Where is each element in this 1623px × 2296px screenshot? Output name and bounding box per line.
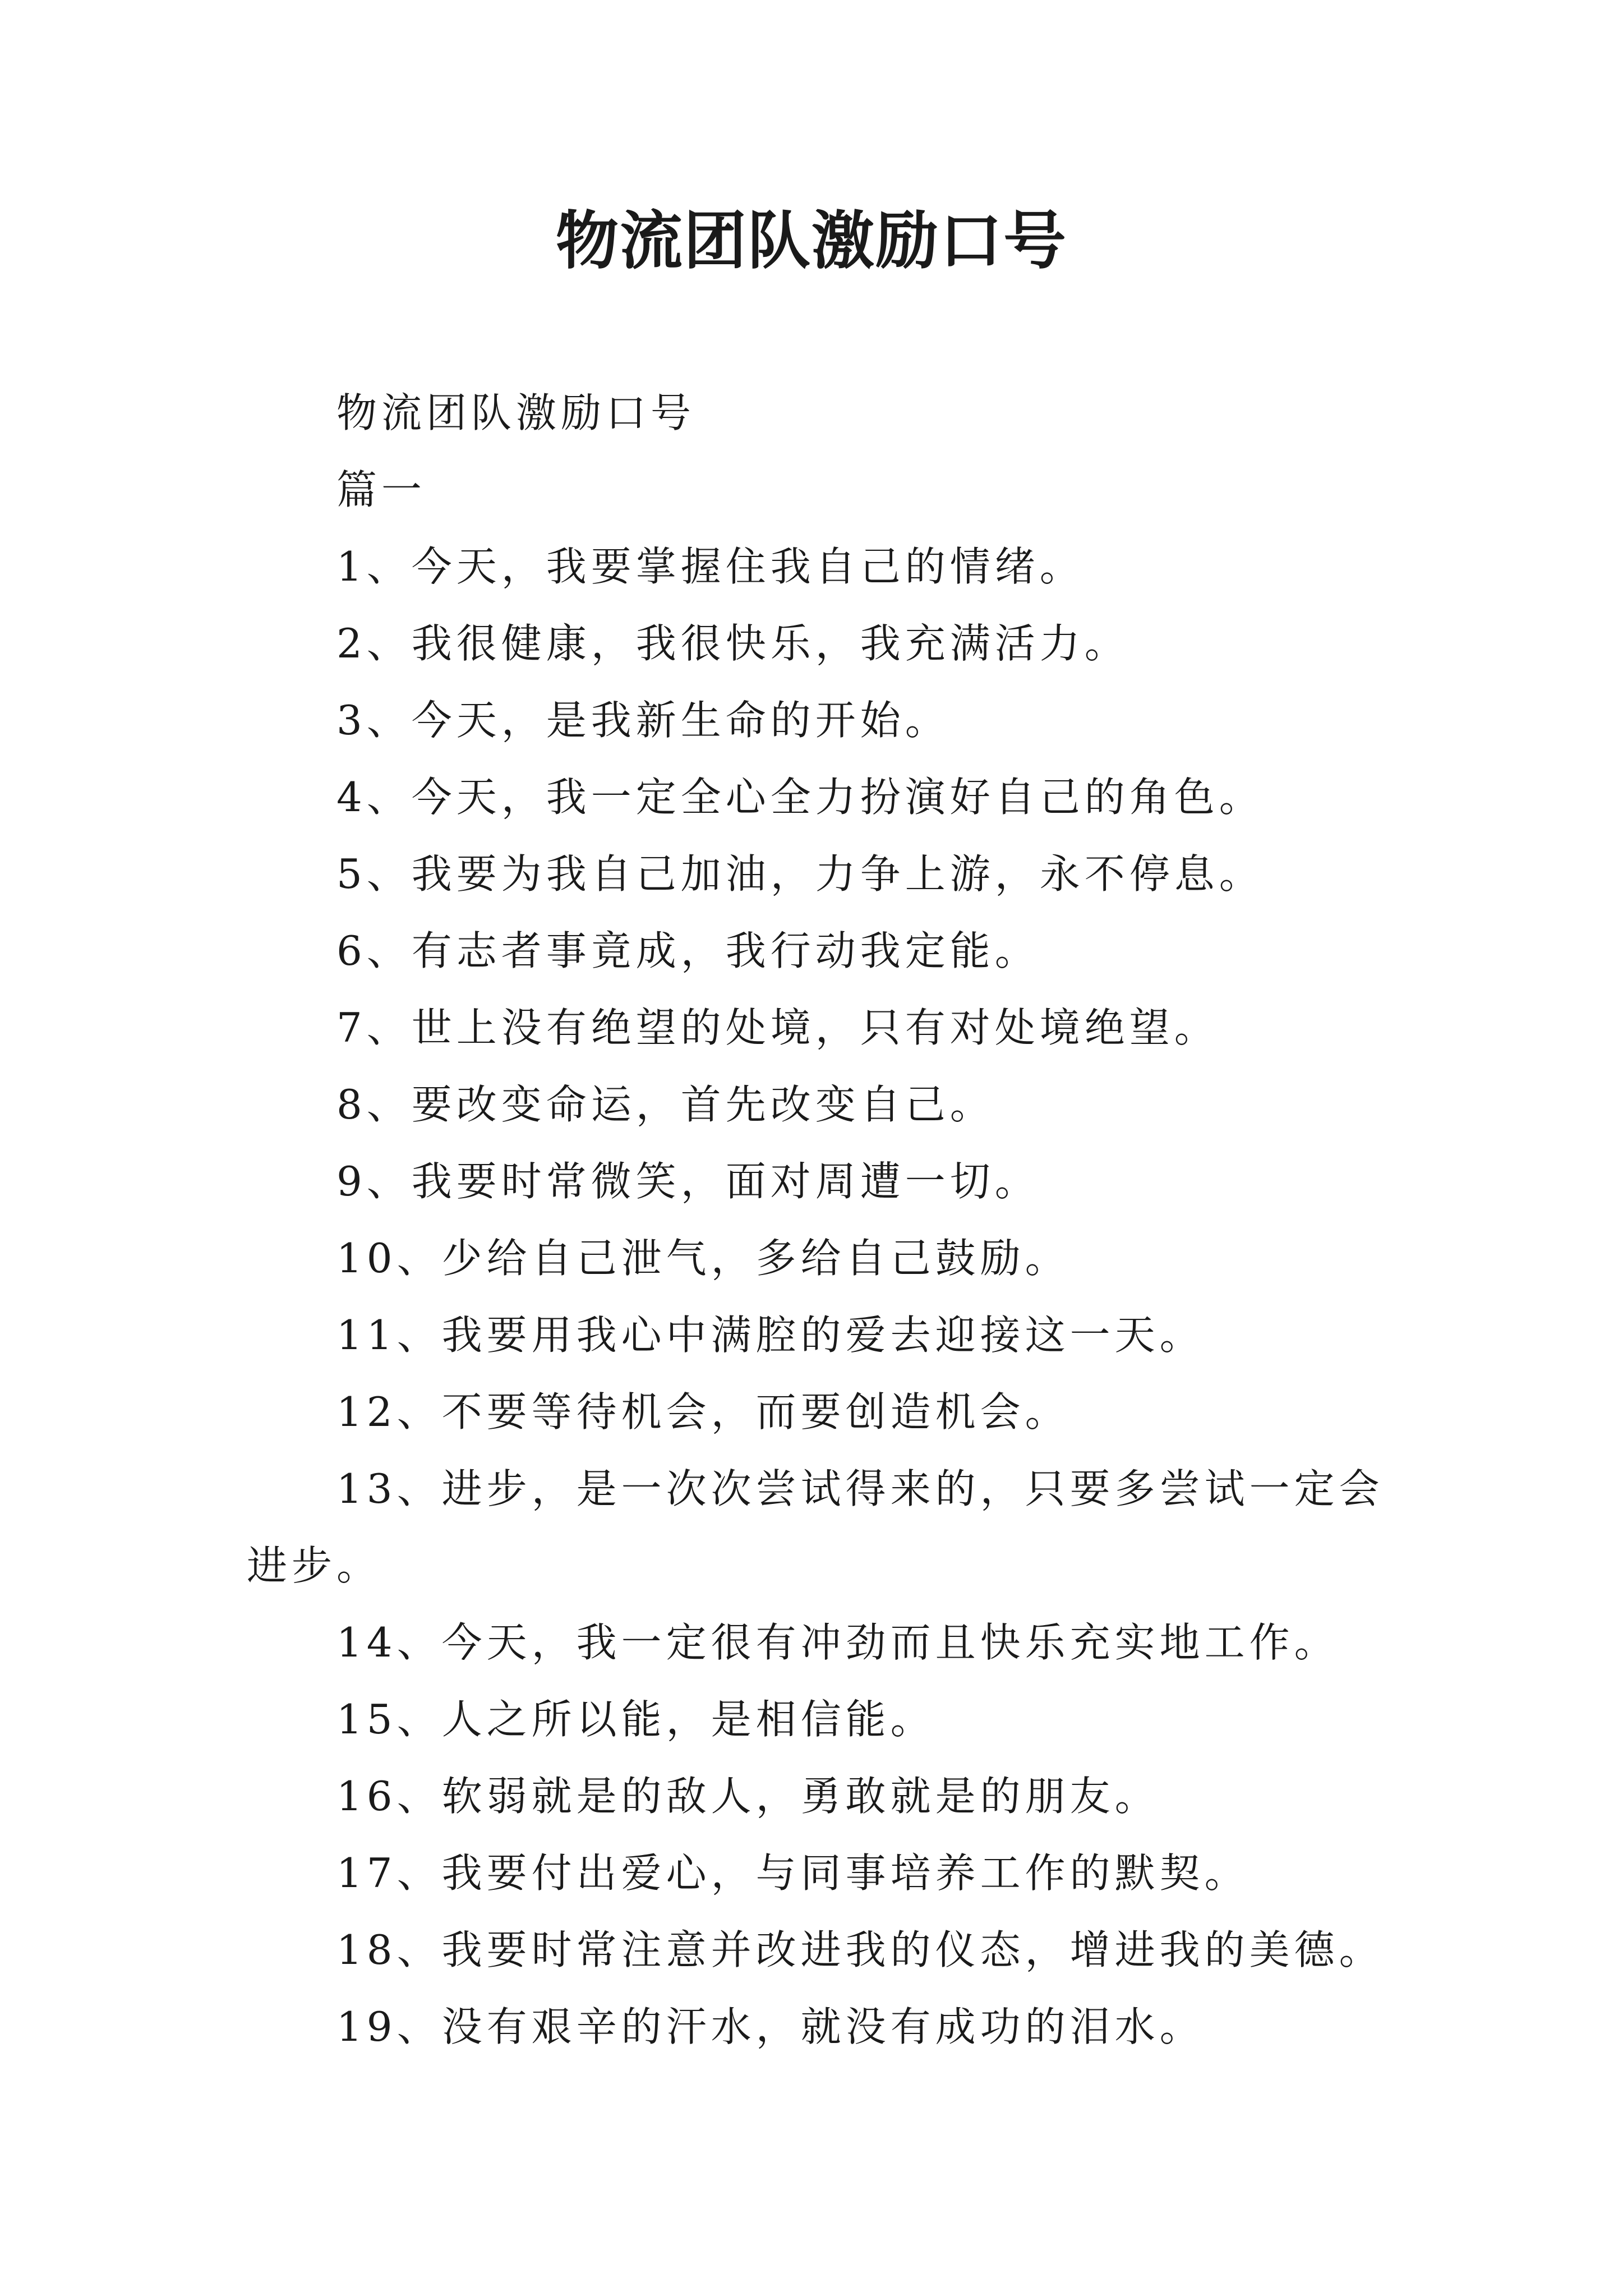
slogan-item: 18、我要时常注意并改进我的仪态，增进我的美德。 [336, 1926, 1384, 1973]
document-title: 物流团队激励口号 [556, 204, 1067, 278]
slogan-item: 2、我很健康，我很快乐，我充满活力。 [336, 620, 1129, 667]
slogan-item: 11、我要用我心中满腔的爱去迎接这一天。 [336, 1312, 1205, 1359]
slogan-item: 15、人之所以能，是相信能。 [336, 1696, 935, 1743]
slogan-item: 8、要改变命运，首先改变自己。 [336, 1081, 995, 1128]
slogan-item: 4、今天，我一定全心全力扮演好自己的角色。 [336, 774, 1264, 821]
slogan-item: 13、进步，是一次次尝试得来的，只要多尝试一定会进步。 [247, 1465, 1384, 1589]
slogan-item: 14、今天，我一定很有冲劲而且快乐充实地工作。 [336, 1619, 1339, 1666]
slogan-item: 6、有志者事竟成，我行动我定能。 [336, 927, 1040, 974]
subtitle-line: 物流团队激励口号 [336, 389, 696, 436]
slogan-item: 9、我要时常微笑，面对周遭一切。 [336, 1158, 1040, 1205]
slogan-item: 16、软弱就是的敌人，勇敢就是的朋友。 [336, 1773, 1160, 1820]
slogan-item: 17、我要付出爱心，与同事培养工作的默契。 [336, 1849, 1249, 1897]
slogan-item: 7、世上没有绝望的处境，只有对处境绝望。 [336, 1004, 1219, 1051]
slogan-item: 5、我要为我自己加油，力争上游，永不停息。 [336, 850, 1264, 898]
section-heading: 篇一 [336, 466, 427, 513]
slogan-item: 12、不要等待机会，而要创造机会。 [336, 1388, 1070, 1435]
document-body [247, 375, 1396, 2065]
slogan-item: 10、少给自己泄气，多给自己鼓励。 [336, 1235, 1070, 1282]
slogan-item: 3、今天，是我新生命的开始。 [336, 697, 950, 744]
slogan-item: 19、没有艰辛的汗水，就没有成功的泪水。 [336, 2003, 1205, 2050]
slogan-item: 1、今天，我要掌握住我自己的情绪。 [336, 543, 1085, 590]
